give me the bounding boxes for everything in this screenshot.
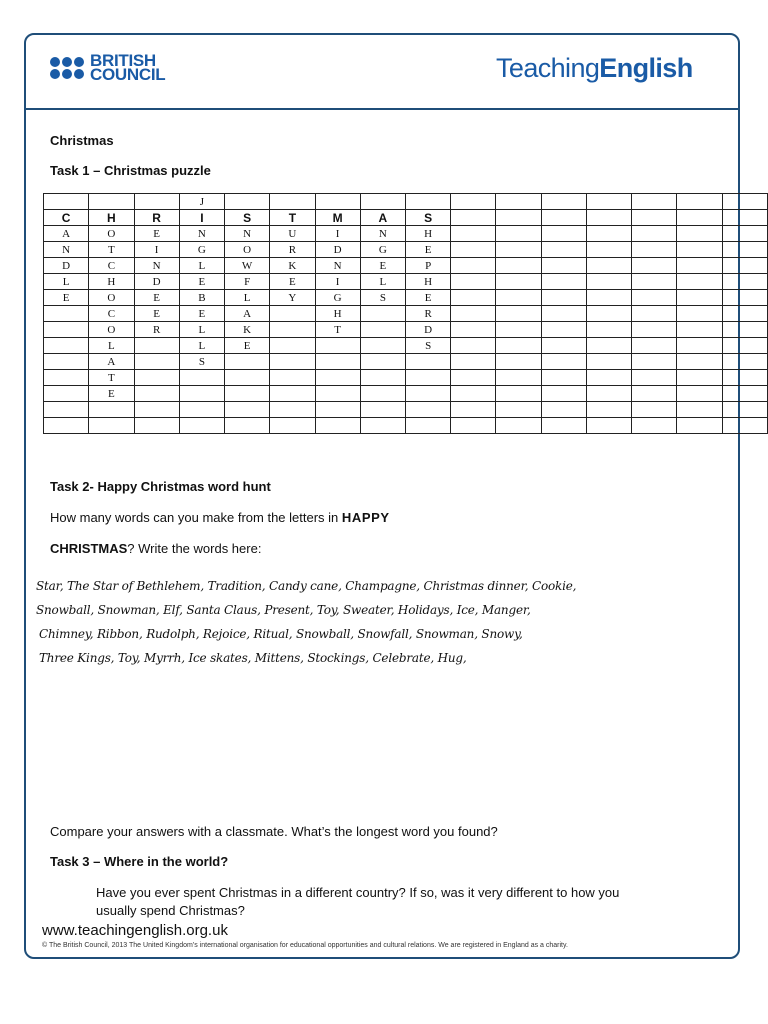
puzzle-cell	[722, 370, 767, 386]
task3-heading: Task 3 – Where in the world?	[50, 854, 229, 869]
puzzle-cell	[44, 386, 89, 402]
puzzle-cell	[360, 338, 405, 354]
answer-line: Three Kings, Toy, Myrrh, Ice skates, Mittens, Stockings, Celebrate, Hug,	[39, 651, 467, 665]
puzzle-cell	[270, 370, 315, 386]
puzzle-cell	[632, 210, 677, 226]
puzzle-cell	[541, 370, 586, 386]
puzzle-cell	[586, 210, 631, 226]
puzzle-cell	[225, 370, 270, 386]
british-council-dots-icon	[50, 57, 84, 79]
puzzle-cell	[225, 354, 270, 370]
te-part2: English	[599, 53, 693, 83]
puzzle-cell: R	[406, 306, 451, 322]
task2-heading: Task 2- Happy Christmas word hunt	[50, 479, 271, 494]
puzzle-cell	[496, 258, 541, 274]
puzzle-cell	[722, 226, 767, 242]
puzzle-cell: E	[406, 290, 451, 306]
puzzle-cell	[586, 242, 631, 258]
puzzle-cell: E	[89, 386, 134, 402]
puzzle-cell: E	[270, 274, 315, 290]
puzzle-cell	[315, 386, 360, 402]
te-part1: Teaching	[496, 53, 600, 83]
puzzle-cell	[632, 370, 677, 386]
puzzle-cell	[677, 210, 722, 226]
puzzle-cell	[496, 418, 541, 434]
puzzle-cell	[451, 194, 496, 210]
puzzle-cell: A	[89, 354, 134, 370]
puzzle-cell	[134, 386, 179, 402]
puzzle-cell	[496, 338, 541, 354]
worksheet-title: Christmas	[50, 133, 114, 148]
footer-copyright: © The British Council, 2013 The United Kingdom’s international organisation for educational opportunities and cultural relations. We are registered in England as a charity.	[42, 942, 568, 949]
puzzle-cell	[315, 338, 360, 354]
puzzle-cell: N	[134, 258, 179, 274]
puzzle-cell	[722, 210, 767, 226]
puzzle-cell	[541, 386, 586, 402]
puzzle-cell: L	[179, 322, 224, 338]
puzzle-cell	[451, 338, 496, 354]
puzzle-cell	[406, 386, 451, 402]
puzzle-row	[44, 370, 768, 386]
puzzle-cell: Y	[270, 290, 315, 306]
british-council-logo	[50, 51, 166, 84]
puzzle-cell	[586, 306, 631, 322]
puzzle-row	[44, 194, 768, 210]
puzzle-cell	[677, 290, 722, 306]
puzzle-cell	[586, 338, 631, 354]
task2-prompt-line2	[50, 541, 261, 556]
puzzle-cell	[541, 226, 586, 242]
puzzle-cell: I	[315, 274, 360, 290]
puzzle-cell	[315, 370, 360, 386]
puzzle-cell	[496, 226, 541, 242]
puzzle-cell	[360, 306, 405, 322]
puzzle-cell	[179, 402, 224, 418]
puzzle-cell	[134, 402, 179, 418]
puzzle-cell	[496, 306, 541, 322]
puzzle-cell	[632, 386, 677, 402]
puzzle-cell	[44, 194, 89, 210]
puzzle-cell	[451, 242, 496, 258]
puzzle-cell	[586, 290, 631, 306]
puzzle-cell	[722, 258, 767, 274]
puzzle-cell: J	[179, 194, 224, 210]
puzzle-cell: T	[89, 242, 134, 258]
puzzle-cell	[496, 274, 541, 290]
task1-heading: Task 1 – Christmas puzzle	[50, 163, 211, 178]
puzzle-cell	[586, 386, 631, 402]
puzzle-cell	[179, 418, 224, 434]
puzzle-cell: N	[225, 226, 270, 242]
puzzle-cell	[632, 258, 677, 274]
puzzle-cell	[722, 242, 767, 258]
puzzle-cell	[451, 354, 496, 370]
task2-prompt-a: How many words can you make from the letters in	[50, 510, 342, 525]
puzzle-row	[44, 322, 768, 338]
answer-line: Chimney, Ribbon, Rudolph, Rejoice, Ritual, Snowball, Snowfall, Snowman, Snowy,	[39, 627, 523, 641]
puzzle-cell: H	[89, 274, 134, 290]
puzzle-row	[44, 386, 768, 402]
puzzle-cell: A	[225, 306, 270, 322]
puzzle-row	[44, 242, 768, 258]
puzzle-cell	[451, 402, 496, 418]
puzzle-cell	[632, 402, 677, 418]
puzzle-cell: L	[360, 274, 405, 290]
compare-instruction: Compare your answers with a classmate. What’s the longest word you found?	[50, 824, 498, 839]
puzzle-cell: O	[89, 290, 134, 306]
puzzle-cell	[632, 242, 677, 258]
puzzle-cell	[451, 258, 496, 274]
puzzle-cell: L	[225, 290, 270, 306]
puzzle-cell	[451, 226, 496, 242]
puzzle-cell: T	[89, 370, 134, 386]
puzzle-cell: S	[179, 354, 224, 370]
puzzle-cell: E	[406, 242, 451, 258]
task3-question-line1: Have you ever spent Christmas in a different country? If so, was it very different to how you	[96, 885, 620, 900]
puzzle-cell	[225, 386, 270, 402]
puzzle-cell	[406, 418, 451, 434]
puzzle-cell	[315, 418, 360, 434]
puzzle-cell: A	[360, 210, 405, 226]
puzzle-cell: E	[134, 226, 179, 242]
puzzle-cell	[632, 354, 677, 370]
puzzle-cell: F	[225, 274, 270, 290]
puzzle-cell: A	[44, 226, 89, 242]
puzzle-cell	[586, 402, 631, 418]
puzzle-row	[44, 226, 768, 242]
puzzle-cell	[225, 194, 270, 210]
puzzle-cell	[632, 338, 677, 354]
puzzle-cell	[677, 402, 722, 418]
puzzle-cell: O	[225, 242, 270, 258]
puzzle-cell	[44, 354, 89, 370]
puzzle-row	[44, 306, 768, 322]
puzzle-cell	[722, 194, 767, 210]
puzzle-cell: G	[179, 242, 224, 258]
puzzle-cell	[406, 402, 451, 418]
puzzle-cell	[451, 290, 496, 306]
puzzle-cell	[360, 370, 405, 386]
puzzle-cell	[722, 418, 767, 434]
puzzle-cell	[134, 354, 179, 370]
puzzle-cell: R	[134, 210, 179, 226]
puzzle-cell	[541, 210, 586, 226]
puzzle-cell	[632, 306, 677, 322]
puzzle-cell	[44, 402, 89, 418]
puzzle-cell: O	[89, 322, 134, 338]
puzzle-cell: D	[315, 242, 360, 258]
puzzle-cell: I	[134, 242, 179, 258]
puzzle-cell	[632, 274, 677, 290]
puzzle-cell	[541, 418, 586, 434]
puzzle-cell: I	[315, 226, 360, 242]
puzzle-cell	[722, 386, 767, 402]
puzzle-cell	[677, 418, 722, 434]
answer-line: Snowball, Snowman, Elf, Santa Claus, Present, Toy, Sweater, Holidays, Ice, Manger,	[36, 603, 531, 617]
puzzle-cell: C	[89, 258, 134, 274]
puzzle-cell	[89, 402, 134, 418]
puzzle-cell	[89, 418, 134, 434]
puzzle-cell	[677, 306, 722, 322]
puzzle-cell: D	[44, 258, 89, 274]
puzzle-cell	[360, 194, 405, 210]
puzzle-cell	[270, 306, 315, 322]
puzzle-cell: H	[406, 226, 451, 242]
puzzle-cell: C	[44, 210, 89, 226]
puzzle-cell: O	[89, 226, 134, 242]
puzzle-cell	[677, 194, 722, 210]
puzzle-cell	[677, 258, 722, 274]
task2-prompt-line1	[50, 510, 390, 525]
puzzle-cell	[496, 194, 541, 210]
puzzle-cell	[677, 274, 722, 290]
puzzle-cell	[406, 354, 451, 370]
puzzle-cell	[632, 418, 677, 434]
puzzle-cell: E	[179, 274, 224, 290]
puzzle-cell	[270, 402, 315, 418]
puzzle-cell	[586, 322, 631, 338]
christmas-puzzle-grid	[43, 193, 768, 434]
puzzle-cell	[315, 194, 360, 210]
puzzle-cell	[722, 338, 767, 354]
puzzle-cell	[406, 370, 451, 386]
puzzle-cell	[677, 386, 722, 402]
puzzle-cell	[677, 338, 722, 354]
puzzle-cell: S	[406, 210, 451, 226]
puzzle-cell	[360, 418, 405, 434]
puzzle-cell: L	[179, 258, 224, 274]
puzzle-cell	[586, 194, 631, 210]
puzzle-cell	[677, 322, 722, 338]
puzzle-cell: B	[179, 290, 224, 306]
puzzle-cell	[722, 274, 767, 290]
puzzle-cell: N	[315, 258, 360, 274]
puzzle-cell: E	[134, 290, 179, 306]
puzzle-cell	[270, 194, 315, 210]
puzzle-cell	[586, 418, 631, 434]
puzzle-cell	[360, 354, 405, 370]
puzzle-cell	[179, 386, 224, 402]
puzzle-cell: H	[315, 306, 360, 322]
puzzle-row	[44, 210, 768, 226]
puzzle-cell	[722, 402, 767, 418]
puzzle-cell: T	[270, 210, 315, 226]
puzzle-cell	[451, 418, 496, 434]
puzzle-row	[44, 258, 768, 274]
puzzle-cell	[270, 418, 315, 434]
puzzle-cell	[541, 242, 586, 258]
puzzle-cell: D	[134, 274, 179, 290]
puzzle-cell	[677, 370, 722, 386]
puzzle-cell: M	[315, 210, 360, 226]
puzzle-cell	[44, 418, 89, 434]
puzzle-cell: R	[134, 322, 179, 338]
puzzle-cell	[451, 386, 496, 402]
puzzle-cell	[541, 402, 586, 418]
puzzle-cell	[134, 418, 179, 434]
puzzle-cell	[496, 242, 541, 258]
puzzle-cell: R	[270, 242, 315, 258]
puzzle-cell	[541, 306, 586, 322]
puzzle-cell	[315, 402, 360, 418]
puzzle-cell: E	[134, 306, 179, 322]
puzzle-cell	[677, 354, 722, 370]
puzzle-cell	[315, 354, 360, 370]
puzzle-cell	[44, 306, 89, 322]
puzzle-cell	[632, 290, 677, 306]
puzzle-cell	[541, 338, 586, 354]
puzzle-cell: E	[360, 258, 405, 274]
puzzle-cell	[225, 402, 270, 418]
puzzle-cell	[270, 338, 315, 354]
puzzle-cell	[134, 194, 179, 210]
footer-url[interactable]: www.teachingenglish.org.uk	[42, 922, 228, 939]
puzzle-cell: N	[179, 226, 224, 242]
puzzle-cell: H	[406, 274, 451, 290]
puzzle-cell: K	[225, 322, 270, 338]
puzzle-cell	[541, 354, 586, 370]
puzzle-cell	[722, 306, 767, 322]
puzzle-cell	[44, 322, 89, 338]
puzzle-cell	[134, 338, 179, 354]
puzzle-cell: C	[89, 306, 134, 322]
puzzle-cell	[722, 322, 767, 338]
puzzle-cell	[44, 370, 89, 386]
puzzle-cell	[677, 226, 722, 242]
puzzle-cell	[44, 338, 89, 354]
puzzle-cell	[179, 370, 224, 386]
puzzle-cell	[360, 386, 405, 402]
puzzle-cell	[586, 354, 631, 370]
puzzle-cell	[270, 386, 315, 402]
puzzle-row	[44, 354, 768, 370]
puzzle-cell	[541, 258, 586, 274]
puzzle-cell	[89, 194, 134, 210]
puzzle-cell: E	[225, 338, 270, 354]
puzzle-cell: E	[179, 306, 224, 322]
puzzle-cell	[632, 194, 677, 210]
puzzle-cell: K	[270, 258, 315, 274]
puzzle-cell: S	[225, 210, 270, 226]
puzzle-cell	[632, 226, 677, 242]
puzzle-cell: D	[406, 322, 451, 338]
puzzle-cell: L	[179, 338, 224, 354]
puzzle-cell: G	[360, 242, 405, 258]
puzzle-cell: T	[315, 322, 360, 338]
puzzle-cell	[586, 226, 631, 242]
puzzle-cell	[541, 290, 586, 306]
puzzle-cell	[541, 274, 586, 290]
puzzle-cell	[586, 370, 631, 386]
puzzle-cell	[586, 258, 631, 274]
puzzle-cell: U	[270, 226, 315, 242]
puzzle-cell: E	[44, 290, 89, 306]
bc-line2: COUNCIL	[90, 65, 166, 84]
puzzle-cell	[496, 322, 541, 338]
puzzle-cell	[451, 370, 496, 386]
puzzle-cell	[586, 274, 631, 290]
puzzle-cell	[541, 194, 586, 210]
puzzle-cell: G	[315, 290, 360, 306]
puzzle-cell: N	[44, 242, 89, 258]
puzzle-cell	[722, 290, 767, 306]
puzzle-cell: H	[89, 210, 134, 226]
puzzle-cell: I	[179, 210, 224, 226]
puzzle-cell	[406, 194, 451, 210]
teaching-english-logo	[496, 53, 693, 84]
puzzle-cell	[270, 354, 315, 370]
puzzle-row	[44, 418, 768, 434]
task2-prompt-a-bold: HAPPY	[341, 510, 390, 525]
puzzle-cell	[632, 322, 677, 338]
puzzle-cell: W	[225, 258, 270, 274]
puzzle-cell	[496, 402, 541, 418]
puzzle-cell	[496, 210, 541, 226]
puzzle-cell	[541, 322, 586, 338]
task2-prompt-b: ? Write the words here:	[127, 541, 262, 556]
puzzle-cell: L	[89, 338, 134, 354]
puzzle-cell	[451, 306, 496, 322]
puzzle-cell	[270, 322, 315, 338]
puzzle-cell: P	[406, 258, 451, 274]
puzzle-cell	[496, 354, 541, 370]
puzzle-cell: N	[360, 226, 405, 242]
puzzle-cell: S	[406, 338, 451, 354]
puzzle-cell	[451, 322, 496, 338]
puzzle-cell	[451, 274, 496, 290]
bc-line1: BRITISH	[90, 51, 156, 70]
puzzle-cell	[360, 402, 405, 418]
puzzle-cell	[134, 370, 179, 386]
task2-prompt-b-bold: CHRISTMAS	[50, 541, 128, 556]
puzzle-cell	[360, 322, 405, 338]
puzzle-cell	[496, 386, 541, 402]
header-divider	[24, 108, 740, 110]
puzzle-cell	[451, 210, 496, 226]
answer-line: Star, The Star of Bethlehem, Tradition, Candy cane, Champagne, Christmas dinner, Cookie,	[36, 579, 577, 593]
puzzle-cell	[225, 418, 270, 434]
puzzle-row	[44, 290, 768, 306]
puzzle-cell: S	[360, 290, 405, 306]
puzzle-cell	[496, 370, 541, 386]
task3-question-line2: usually spend Christmas?	[96, 903, 245, 918]
puzzle-row	[44, 402, 768, 418]
puzzle-cell: L	[44, 274, 89, 290]
puzzle-cell	[496, 290, 541, 306]
puzzle-row	[44, 338, 768, 354]
puzzle-row	[44, 274, 768, 290]
puzzle-cell	[677, 242, 722, 258]
puzzle-cell	[722, 354, 767, 370]
